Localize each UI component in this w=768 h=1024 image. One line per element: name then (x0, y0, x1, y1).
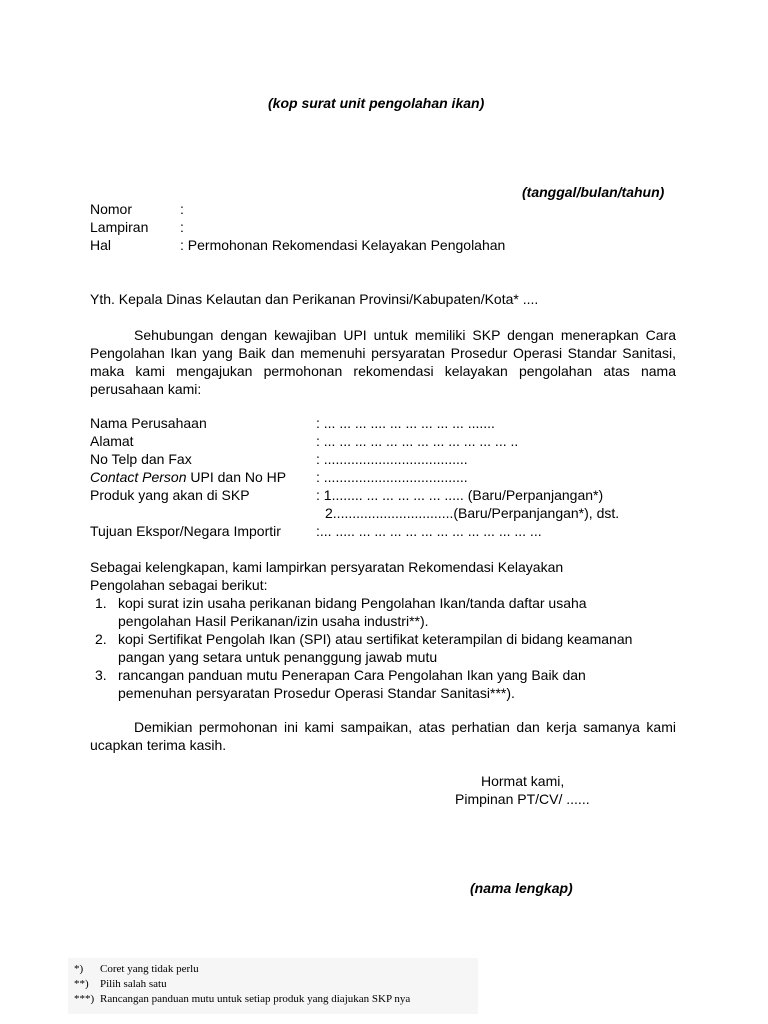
attachment-intro: Sebagai kelengkapan, kami lampirkan persyaratan Rekomendasi Kelayakan Pengolahan sebagai berikut: (90, 559, 564, 593)
closing-paragraph: Demikian permohonan ini kami sampaikan, atas perhatian dan kerja samanya kami ucapkan terima kasih. (90, 719, 676, 753)
footnote-3-mark: ***) (74, 993, 95, 1005)
letterhead: (kop surat unit pengolahan ikan) (268, 95, 485, 111)
field-label-lampiran: Lampiran (90, 219, 149, 235)
footnote-1-text: Coret yang tidak perlu (100, 963, 199, 975)
footnote-1 (74, 962, 199, 976)
field-value-lampiran: : (180, 219, 184, 235)
company-label-name: Nama Perusahaan (90, 415, 207, 431)
signature-position: Pimpinan PT/CV/ ...... (455, 791, 590, 807)
export-label: Tujuan Ekspor/Negara Importir (90, 523, 281, 539)
company-value-product-2: 2...............................(Baru/Perpanjangan*), dst. (325, 505, 620, 521)
company-value-contact: : ..................................... (316, 469, 468, 485)
footnote-3 (74, 992, 410, 1006)
field-label-hal: Hal (90, 237, 112, 253)
company-label-phone: No Telp dan Fax (90, 451, 192, 467)
attachment-item-3-line-2: pemenuhan persyaratan Prosedur Operasi Standar Sanitasi***). (118, 685, 515, 701)
contact-label-rest: UPI dan No HP (186, 469, 287, 485)
footnote-2-text: Pilih salah satu (100, 978, 167, 990)
signature-name: (nama lengkap) (470, 880, 573, 896)
company-label-address: Alamat (90, 433, 134, 449)
footnote-1-mark: *) (74, 963, 84, 975)
company-value-phone: : ..................................... (316, 451, 468, 467)
attachment-item-1-line-1: kopi surat izin usaha perikanan bidang Pengolahan Ikan/tanda daftar usaha (118, 595, 587, 611)
attachment-item-2-line-1: kopi Sertifikat Pengolah Ikan (SPI) atau sertifikat keterampilan di bidang keamanan (118, 631, 633, 647)
company-value-product-1: : 1........ ... ... ... ... ... ..... (Baru/Perpanjangan*) (316, 487, 604, 503)
field-value-nomor: : (180, 201, 184, 217)
attachment-item-3-line-1: rancangan panduan mutu Penerapan Cara Pengolahan Ikan yang Baik dan (118, 667, 586, 683)
attachment-number-3: 3. (95, 667, 107, 683)
intro-paragraph: Sehubungan dengan kewajiban UPI untuk memiliki SKP dengan menerapkan Cara Pengolahan Ikan yang Baik dan memenuhi persyaratan Prosedur Operasi Standar Sanitasi, maka kami mengajukan permohonan rekomendasi kelayakan pengolahan atas nama perusahaan kami: (90, 327, 676, 397)
company-value-name: : ... ... ... .... ... ... ... ... ... ....... (316, 415, 495, 431)
letter-date: (tanggal/bulan/tahun) (522, 184, 665, 200)
company-label-product: Produk yang akan di SKP (90, 487, 250, 503)
attachment-number-2: 2. (95, 631, 107, 647)
field-label-nomor: Nomor (90, 201, 133, 217)
attachment-item-1-line-2: pengolahan Hasil Perikanan/izin usaha industri**). (118, 613, 429, 629)
export-value: :... ..... ... ... ... ... ... ... ... ... ... ... ... ... (316, 523, 542, 539)
company-value-address: : ... ... ... ... ... ... ... ... ... ... ... ... .. (316, 433, 519, 449)
footnote-3-text: Rancangan panduan mutu untuk setiap produk yang diajukan SKP nya (100, 993, 411, 1005)
footnote-2 (74, 977, 167, 991)
attachment-item-2-line-2: pangan yang setara untuk penanggung jawab mutu (118, 649, 438, 665)
contact-person-italic: Contact Person (90, 469, 187, 485)
company-label-contact (90, 468, 286, 486)
attachment-number-1: 1. (95, 595, 107, 611)
addressee: Yth. Kepala Dinas Kelautan dan Perikanan Provinsi/Kabupaten/Kota* .... (90, 291, 539, 307)
signature-regards: Hormat kami, (481, 773, 565, 789)
field-value-hal: : Permohonan Rekomendasi Kelayakan Pengolahan (180, 237, 506, 253)
footnotes (68, 958, 478, 1014)
footnote-2-mark: **) (74, 978, 89, 990)
